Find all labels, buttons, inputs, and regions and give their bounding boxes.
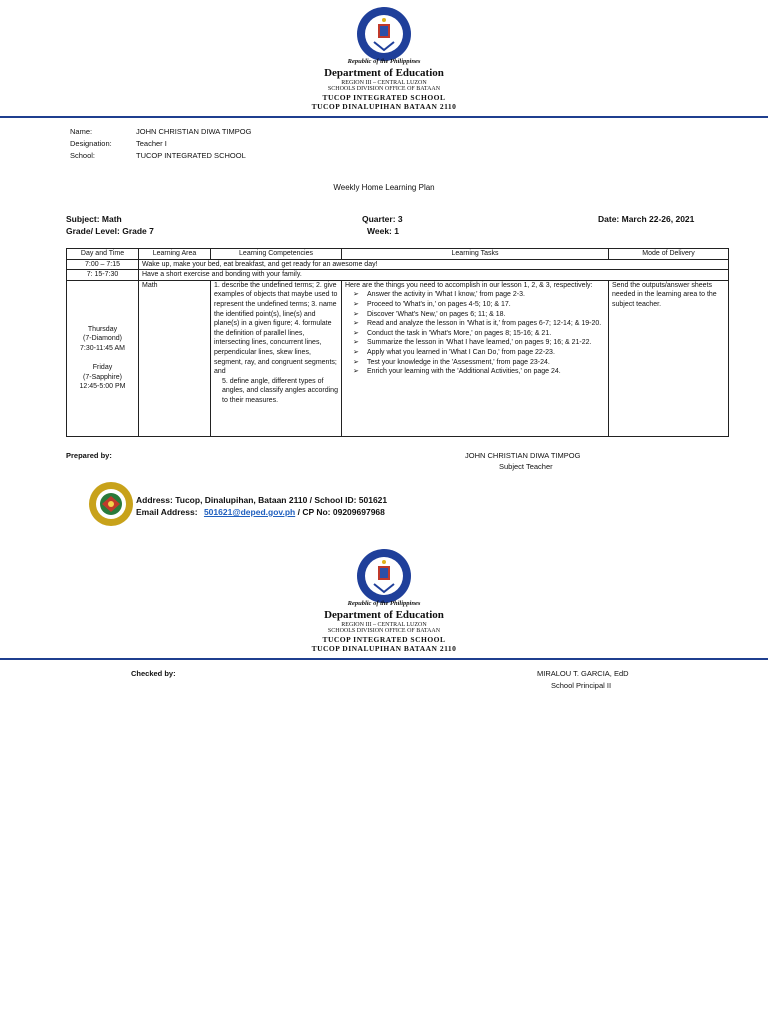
principal-title: School Principal II bbox=[551, 681, 612, 690]
list-item: ➢ Read and analyze the lesson in 'What is it,' from pages 6-7; 12-14; & 19-20. bbox=[353, 320, 602, 328]
grade-text: Grade/ Level: Grade 7 bbox=[66, 226, 154, 236]
school-name: TUCOP INTEGRATED SCHOOL bbox=[322, 93, 446, 102]
cp-number: / CP No: 09209697968 bbox=[297, 507, 385, 517]
header-rule bbox=[0, 658, 768, 660]
arrow-bullet-icon: ➢ bbox=[353, 320, 359, 328]
learning-plan-table bbox=[66, 248, 729, 437]
header-tasks: Learning Tasks bbox=[342, 249, 609, 260]
prepared-label: Prepared by: bbox=[66, 451, 112, 460]
school-address: TUCOP DINALUPIHAN BATAAN 2110 bbox=[311, 102, 457, 111]
header-learning-area: Learning Area bbox=[139, 249, 211, 260]
competencies-text: 1. describe the undefined terms; 2. give examples of objects that maybe used to represent the undefined terms; 3. name the identified point(s), line(s) and plane(s) in a given figure; 4. formulate the definition of parallel lines, intersecting lines, concurrent lines, perpendicular lines, skew lines, segment, ray, and congruent segments; and bbox=[214, 281, 338, 376]
arrow-bullet-icon: ➢ bbox=[353, 310, 359, 318]
table-row bbox=[67, 280, 729, 436]
mode-cell: Send the outputs/answer sheets needed in the learning area to the subject teacher. bbox=[609, 280, 729, 436]
division-text: SCHOOLS DIVISION OFFICE OF BATAAN bbox=[327, 628, 441, 634]
tasks-intro: Here are the things you need to accomplish in our lesson 1, 2, & 3, respectively: bbox=[345, 281, 593, 289]
subject-text: Subject: Math bbox=[66, 214, 122, 224]
list-item: ➢ Enrich your learning with the 'Additional Activities,' on page 24. bbox=[353, 368, 561, 376]
arrow-bullet-icon: ➢ bbox=[353, 358, 359, 366]
time-afternoon: 12:45-5:00 PM bbox=[79, 383, 126, 391]
name-value: JOHN CHRISTIAN DIWA TIMPOG bbox=[136, 127, 252, 136]
section-diamond: (7-Diamond) bbox=[83, 335, 122, 343]
region-text: REGION III – CENTRAL LUZON bbox=[341, 622, 427, 628]
section-sapphire: (7-Sapphire) bbox=[83, 373, 122, 381]
deped-seal bbox=[356, 548, 412, 604]
header-competencies: Learning Competencies bbox=[211, 249, 342, 260]
tasks-cell bbox=[342, 280, 609, 436]
list-item: ➢ Conduct the task in 'What's More,' on pages 8; 15-16; & 21. bbox=[353, 329, 552, 337]
footer-contact bbox=[136, 507, 385, 517]
table-header-row bbox=[67, 249, 729, 260]
designation-value: Teacher I bbox=[136, 139, 167, 148]
republic-text: Republic of the Philippines bbox=[347, 58, 421, 65]
competencies-cell bbox=[211, 280, 342, 436]
republic-text: Republic of the Philippines bbox=[347, 600, 421, 607]
school-name: TUCOP INTEGRATED SCHOOL bbox=[322, 635, 446, 644]
learning-area-cell: Math bbox=[139, 280, 211, 436]
school-address: TUCOP DINALUPIHAN BATAAN 2110 bbox=[311, 644, 457, 653]
prepared-name: JOHN CHRISTIAN DIWA TIMPOG bbox=[465, 451, 581, 460]
plan-title: Weekly Home Learning Plan bbox=[333, 183, 435, 192]
checked-label: Checked by: bbox=[131, 669, 176, 678]
prepared-title: Subject Teacher bbox=[499, 462, 553, 471]
table-row bbox=[67, 270, 729, 281]
row-time: 7: 15-7:30 bbox=[67, 270, 139, 281]
arrow-bullet-icon: ➢ bbox=[353, 368, 359, 376]
row-time: 7:00 – 7:15 bbox=[67, 259, 139, 270]
header-mode: Mode of Delivery bbox=[609, 249, 729, 260]
list-item: ➢ Discover 'What's New,' on pages 6; 11; & 18. bbox=[353, 310, 506, 318]
schedule-cell bbox=[67, 280, 139, 436]
department-title: Department of Education bbox=[324, 609, 444, 621]
list-item: ➢ Summarize the lesson in 'What I have learned,' on pages 9; 16; & 21-22. bbox=[353, 339, 592, 347]
school-logo bbox=[88, 481, 134, 527]
day-thursday: Thursday bbox=[87, 325, 118, 333]
competencies-text-5: 5. define angle, different types of angles, and classify angles according to their measures. bbox=[222, 377, 338, 404]
quarter-text: Quarter: 3 bbox=[362, 214, 403, 224]
arrow-bullet-icon: ➢ bbox=[353, 300, 359, 308]
time-morning: 7:30-11:45 AM bbox=[79, 344, 125, 352]
email-label: Email Address: bbox=[136, 507, 198, 517]
deped-seal bbox=[356, 6, 412, 62]
list-item: ➢ Answer the activity in 'What I know,' from page 2-3. bbox=[353, 291, 525, 299]
principal-name: MIRALOU T. GARCIA, EdD bbox=[537, 669, 629, 678]
tasks-list bbox=[345, 290, 605, 376]
email-link[interactable]: 501621@deped.gov.ph bbox=[203, 507, 296, 517]
header-day-time: Day and Time bbox=[67, 249, 139, 260]
day-friday: Friday bbox=[92, 364, 113, 372]
week-text: Week: 1 bbox=[367, 226, 399, 236]
division-text: SCHOOLS DIVISION OFFICE OF BATAAN bbox=[327, 86, 441, 92]
table-row bbox=[67, 259, 729, 270]
list-item: ➢ Proceed to 'What's in,' on pages 4-5; 10; & 17. bbox=[353, 300, 511, 308]
list-item: ➢ Apply what you learned in 'What I Can Do,' from page 22-23. bbox=[353, 348, 555, 356]
header-rule bbox=[0, 116, 768, 118]
designation-label: Designation: bbox=[70, 139, 112, 148]
school-label: School: bbox=[70, 151, 96, 160]
arrow-bullet-icon: ➢ bbox=[353, 348, 359, 356]
region-text: REGION III – CENTRAL LUZON bbox=[341, 80, 427, 86]
school-value: TUCOP INTEGRATED SCHOOL bbox=[136, 151, 246, 160]
name-label: Name: bbox=[70, 127, 93, 136]
arrow-bullet-icon: ➢ bbox=[353, 329, 359, 337]
date-text: Date: March 22-26, 2021 bbox=[598, 214, 695, 224]
arrow-bullet-icon: ➢ bbox=[353, 291, 359, 299]
footer-address: Address: Tucop, Dinalupihan, Bataan 2110 / School ID: 501621 bbox=[136, 495, 388, 505]
list-item: ➢ Test your knowledge in the 'Assessment,' from page 23-24. bbox=[353, 358, 550, 366]
department-title: Department of Education bbox=[324, 67, 444, 79]
row-activity: Have a short exercise and bonding with your family. bbox=[139, 270, 729, 281]
row-activity: Wake up, make your bed, eat breakfast, and get ready for an awesome day! bbox=[139, 259, 729, 270]
arrow-bullet-icon: ➢ bbox=[353, 339, 359, 347]
